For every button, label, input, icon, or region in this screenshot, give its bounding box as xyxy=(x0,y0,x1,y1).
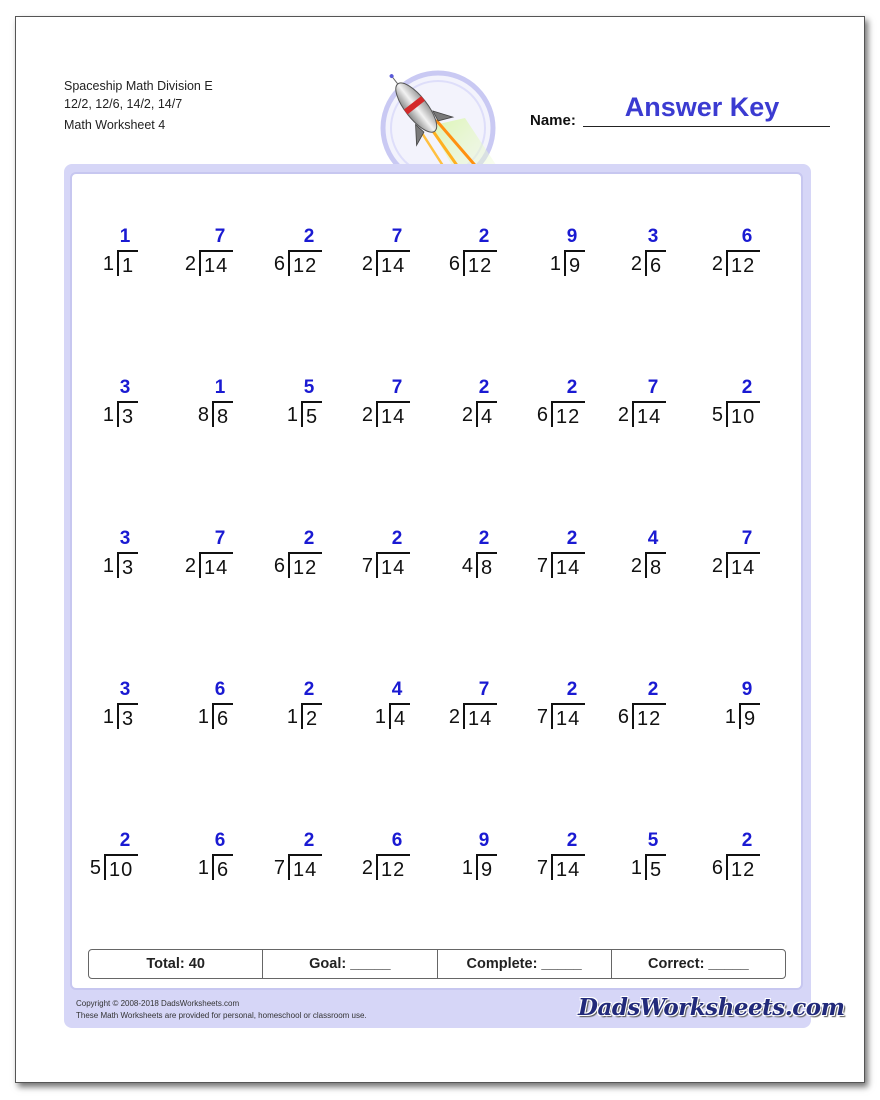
quotient: 3 xyxy=(647,226,659,247)
quotient: 5 xyxy=(303,377,315,398)
divisor: 2 xyxy=(184,253,196,275)
quotient: 6 xyxy=(214,830,226,851)
dividend: 14 xyxy=(551,703,585,729)
dividend: 10 xyxy=(104,854,138,880)
quotient: 3 xyxy=(119,528,131,549)
divisor: 1 xyxy=(286,706,298,728)
brand-logo: DadsWorksheets.com xyxy=(578,994,845,1021)
goal-cell: Goal: _____ xyxy=(263,950,437,978)
quotient: 2 xyxy=(566,830,578,851)
quotient: 1 xyxy=(119,226,131,247)
divisor: 1 xyxy=(286,404,298,426)
dividend: 14 xyxy=(551,854,585,880)
dividend: 12 xyxy=(726,250,760,276)
divisor: 1 xyxy=(461,857,473,879)
divisor: 6 xyxy=(273,555,285,577)
dividend: 12 xyxy=(376,854,410,880)
divisor: 2 xyxy=(361,857,373,879)
divisor: 2 xyxy=(448,706,460,728)
divisor: 4 xyxy=(461,555,473,577)
dividend: 12 xyxy=(463,250,497,276)
quotient: 6 xyxy=(214,679,226,700)
dividend: 4 xyxy=(389,703,410,729)
divisor: 6 xyxy=(448,253,460,275)
divisor: 1 xyxy=(102,404,114,426)
dividend: 6 xyxy=(212,854,233,880)
dividend: 8 xyxy=(476,552,497,578)
dividend: 6 xyxy=(645,250,666,276)
score-bar xyxy=(88,949,786,979)
divisor: 1 xyxy=(102,706,114,728)
dividend: 12 xyxy=(726,854,760,880)
quotient: 2 xyxy=(119,830,131,851)
quotient: 7 xyxy=(478,679,490,700)
complete-cell: Complete: _____ xyxy=(438,950,612,978)
dividend: 14 xyxy=(726,552,760,578)
divisor: 6 xyxy=(617,706,629,728)
quotient: 2 xyxy=(391,528,403,549)
divisor: 2 xyxy=(711,555,723,577)
quotient: 7 xyxy=(647,377,659,398)
divisor: 2 xyxy=(617,404,629,426)
quotient: 7 xyxy=(391,377,403,398)
quotient: 6 xyxy=(741,226,753,247)
dividend: 3 xyxy=(117,703,138,729)
dividend: 12 xyxy=(288,552,322,578)
divisor: 7 xyxy=(361,555,373,577)
dividend: 2 xyxy=(301,703,322,729)
dividend: 4 xyxy=(476,401,497,427)
usage-notice: These Math Worksheets are provided for personal, homeschool or classroom use. xyxy=(76,1011,367,1020)
divisor: 1 xyxy=(549,253,561,275)
divisor: 2 xyxy=(711,253,723,275)
dividend: 12 xyxy=(632,703,666,729)
dividend: 8 xyxy=(645,552,666,578)
dividend: 9 xyxy=(739,703,760,729)
dividend: 14 xyxy=(376,401,410,427)
quotient: 2 xyxy=(303,226,315,247)
divisor: 8 xyxy=(197,404,209,426)
problem-area xyxy=(70,172,803,990)
divisor: 2 xyxy=(361,253,373,275)
quotient: 2 xyxy=(303,679,315,700)
quotient: 3 xyxy=(119,377,131,398)
divisor: 6 xyxy=(273,253,285,275)
dividend: 9 xyxy=(564,250,585,276)
dividend: 14 xyxy=(288,854,322,880)
dividend: 10 xyxy=(726,401,760,427)
quotient: 2 xyxy=(303,528,315,549)
dividend: 12 xyxy=(288,250,322,276)
dividend: 3 xyxy=(117,552,138,578)
quotient: 2 xyxy=(647,679,659,700)
dividend: 14 xyxy=(199,250,233,276)
quotient: 4 xyxy=(391,679,403,700)
quotient: 2 xyxy=(741,830,753,851)
dividend: 14 xyxy=(551,552,585,578)
quotient: 7 xyxy=(214,226,226,247)
divisor: 5 xyxy=(89,857,101,879)
dividend: 1 xyxy=(117,250,138,276)
divisor: 7 xyxy=(536,555,548,577)
worksheet-facts: 12/2, 12/6, 14/2, 14/7 xyxy=(64,97,183,111)
dividend: 5 xyxy=(645,854,666,880)
quotient: 5 xyxy=(647,830,659,851)
name-label: Name: xyxy=(530,112,576,129)
quotient: 9 xyxy=(566,226,578,247)
divisor: 6 xyxy=(711,857,723,879)
divisor: 2 xyxy=(184,555,196,577)
quotient: 3 xyxy=(119,679,131,700)
dividend: 9 xyxy=(476,854,497,880)
quotient: 4 xyxy=(647,528,659,549)
dividend: 14 xyxy=(632,401,666,427)
divisor: 2 xyxy=(630,555,642,577)
correct-cell: Correct: _____ xyxy=(648,956,749,972)
answer-key-label: Answer Key xyxy=(624,92,780,122)
copyright-text: Copyright © 2008-2018 DadsWorksheets.com xyxy=(76,999,240,1008)
dividend: 14 xyxy=(463,703,497,729)
divisor: 1 xyxy=(374,706,386,728)
divisor: 5 xyxy=(711,404,723,426)
divisor: 1 xyxy=(102,555,114,577)
footer-text xyxy=(76,998,367,1022)
divisor: 7 xyxy=(536,857,548,879)
quotient: 2 xyxy=(478,528,490,549)
total-cell: Total: 40 xyxy=(89,950,263,978)
divisor: 2 xyxy=(630,253,642,275)
quotient: 2 xyxy=(741,377,753,398)
dividend: 14 xyxy=(376,552,410,578)
dividend: 12 xyxy=(551,401,585,427)
quotient: 7 xyxy=(214,528,226,549)
quotient: 2 xyxy=(478,377,490,398)
quotient: 6 xyxy=(391,830,403,851)
divisor: 7 xyxy=(536,706,548,728)
worksheet-title: Spaceship Math Division E xyxy=(64,79,213,93)
dividend: 6 xyxy=(212,703,233,729)
quotient: 2 xyxy=(566,528,578,549)
dividend: 3 xyxy=(117,401,138,427)
dividend: 5 xyxy=(301,401,322,427)
quotient: 2 xyxy=(566,377,578,398)
dividend: 14 xyxy=(376,250,410,276)
divisor: 2 xyxy=(461,404,473,426)
quotient: 1 xyxy=(214,377,226,398)
quotient: 2 xyxy=(303,830,315,851)
worksheet-subtitle: Math Worksheet 4 xyxy=(64,118,166,132)
quotient: 9 xyxy=(741,679,753,700)
quotient: 7 xyxy=(741,528,753,549)
divisor: 2 xyxy=(361,404,373,426)
divisor: 6 xyxy=(536,404,548,426)
dividend: 14 xyxy=(199,552,233,578)
dividend: 8 xyxy=(212,401,233,427)
quotient: 7 xyxy=(391,226,403,247)
divisor: 1 xyxy=(197,706,209,728)
name-line xyxy=(583,126,830,127)
divisor: 7 xyxy=(273,857,285,879)
divisor: 1 xyxy=(630,857,642,879)
divisor: 1 xyxy=(197,857,209,879)
quotient: 2 xyxy=(566,679,578,700)
quotient: 2 xyxy=(478,226,490,247)
quotient: 9 xyxy=(478,830,490,851)
divisor: 1 xyxy=(102,253,114,275)
divisor: 1 xyxy=(724,706,736,728)
